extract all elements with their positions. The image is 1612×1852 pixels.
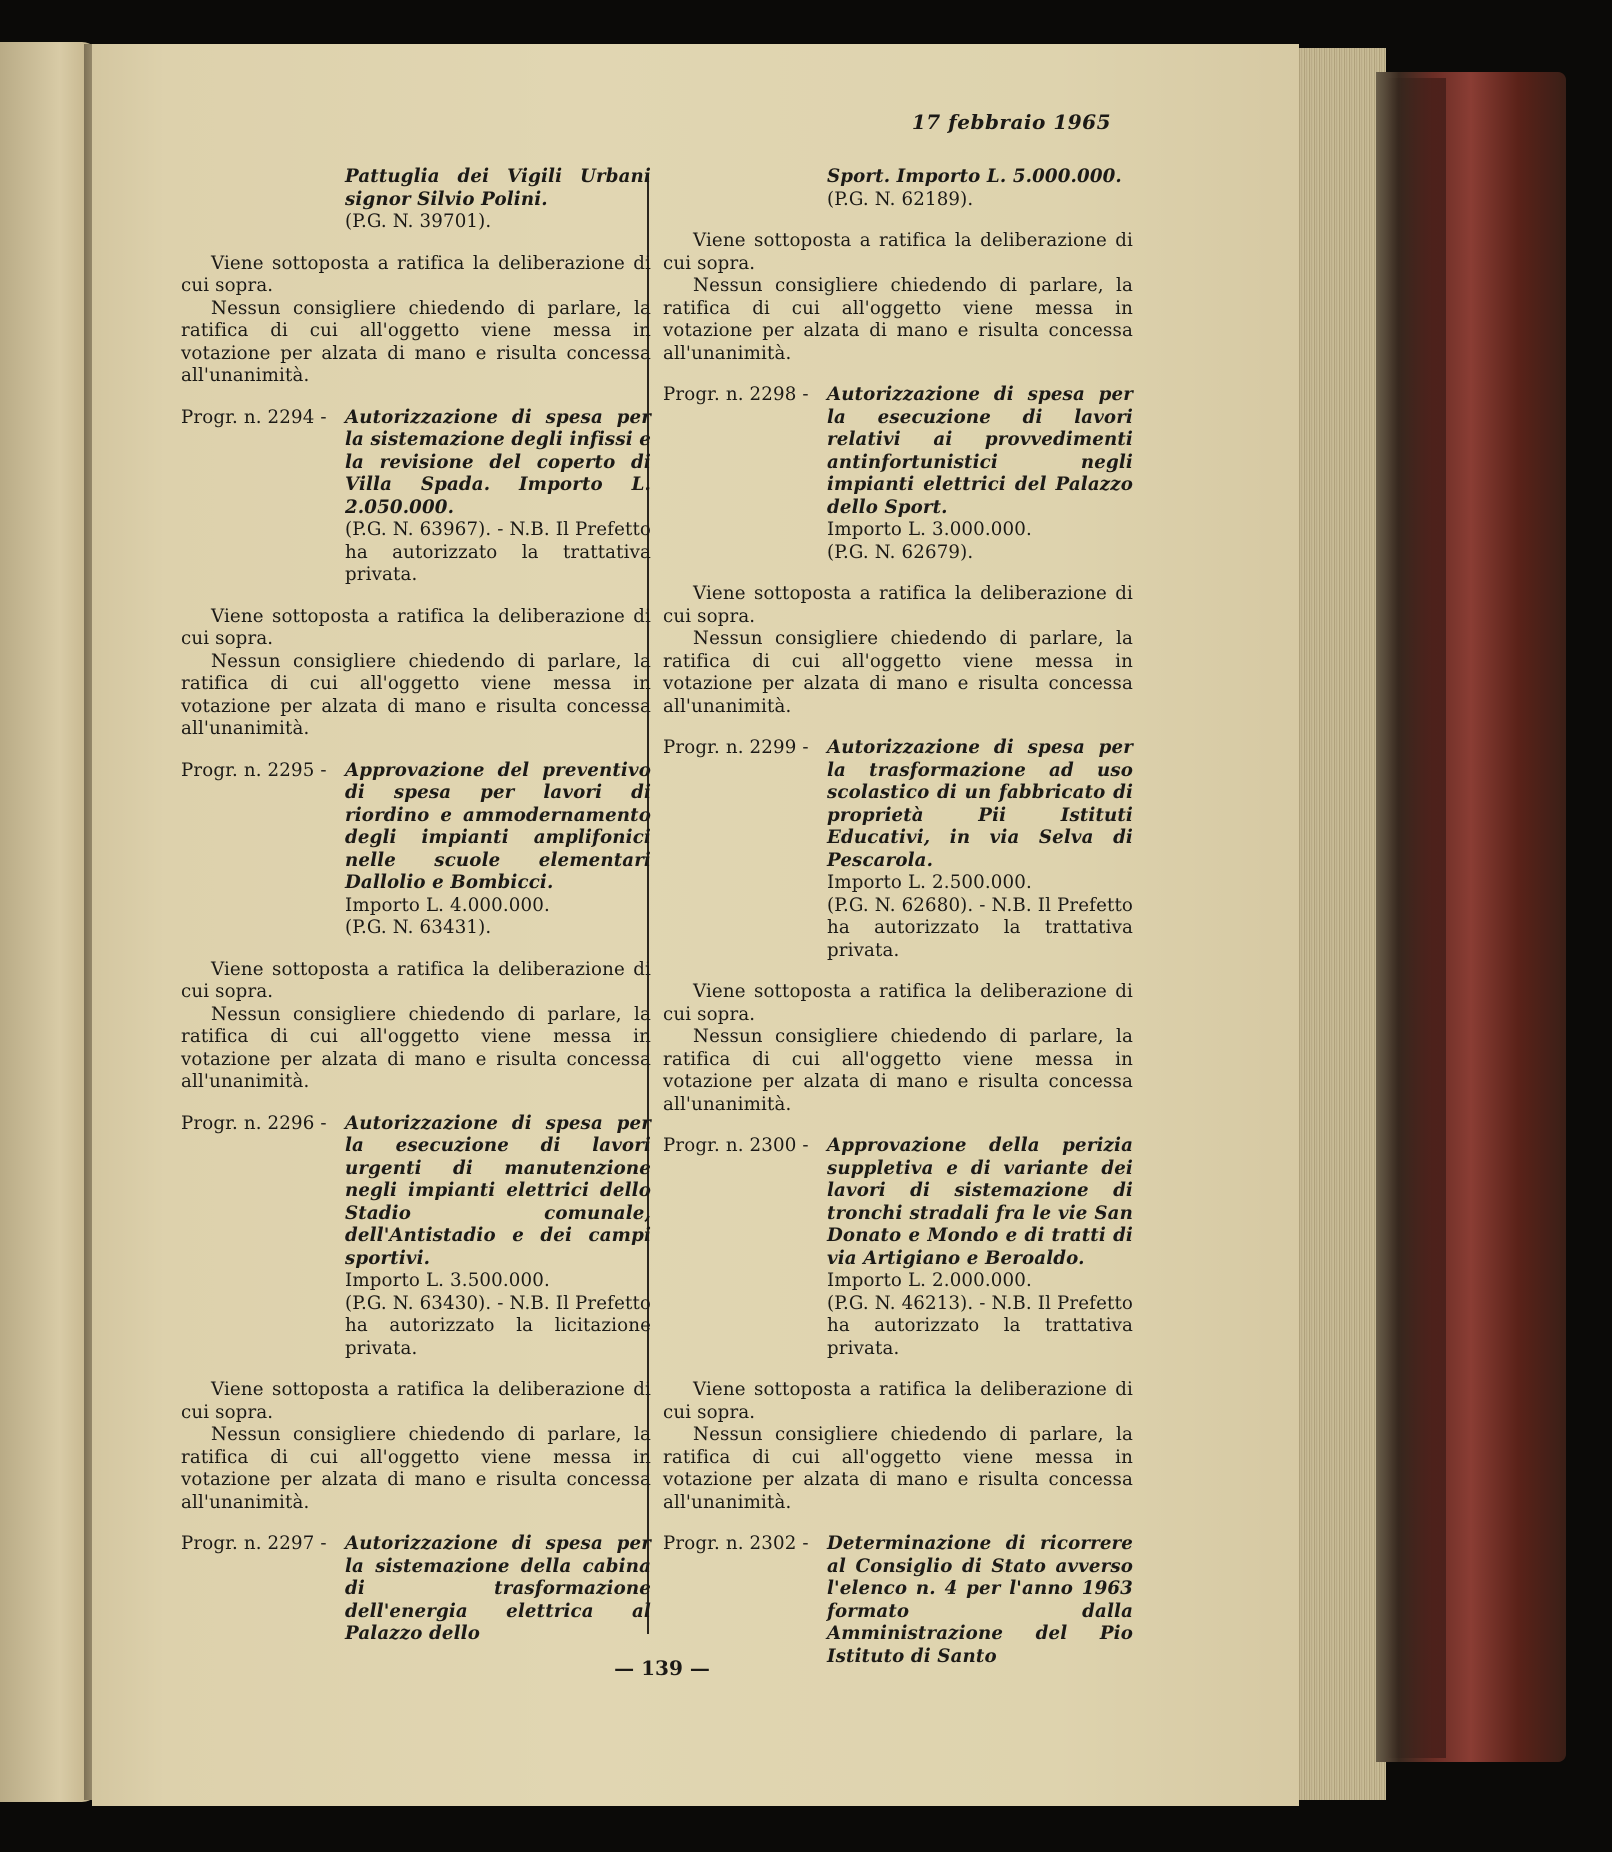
entry-number: Progr. n. 2299 -	[663, 737, 809, 758]
vote-ratifica-line: Viene sottoposta a ratifica la deliberazione di cui sopra.	[663, 1379, 1133, 1423]
entry-2297	[181, 1533, 651, 1646]
vote-ratifica-line: Viene sottoposta a ratifica la deliberazione di cui sopra.	[663, 981, 1133, 1025]
entry-number: Progr. n. 2294 -	[181, 406, 327, 428]
vote-ratifica-line: Viene sottoposta a ratifica la deliberazione di cui sopra.	[663, 583, 1133, 627]
entry-subject: Autorizzazione di spesa per la sistemazione degli infissi e la revisione del coperto di Villa Spada. Importo L. 2.050.000.	[345, 406, 651, 518]
entry-number: Progr. n. 2296 -	[181, 1112, 327, 1134]
vote-result-line: Nessun consigliere chiedendo di parlare, la ratifica di cui all'oggetto viene messa in votazione per alzata di mano e risulta concessa all'unanimità.	[181, 1003, 651, 1092]
page-number: — 139 —	[614, 1656, 710, 1680]
entry-subject: Autorizzazione di spesa per la trasformazione ad uso scolastico di un fabbricato di proprietà Pii Istituti Educativi, in via Selva di Pescarola.	[827, 737, 1133, 871]
entry-protocol: (P.G. N. 63967). - N.B. Il Prefetto ha autorizzato la trattativa privata.	[345, 519, 651, 585]
entry-protocol: (P.G. N. 63430). - N.B. Il Prefetto ha autorizzato la licitazione privata.	[345, 1292, 651, 1359]
vote-result-line: Nessun consigliere chiedendo di parlare, la ratifica di cui all'oggetto viene messa in votazione per alzata di mano e risulta concessa all'unanimità.	[181, 297, 651, 386]
right-column	[663, 166, 1133, 1687]
entry-number: Progr. n. 2300 -	[663, 1135, 809, 1156]
document-page	[92, 44, 1299, 1806]
page-date-header: 17 febbraio 1965	[911, 110, 1111, 134]
entry-subject: Approvazione del preventivo di spesa per lavori di riordino e ammodernamento degli impianti amplifonici nelle scuole elementari Dallolio e Bombicci.	[345, 759, 651, 893]
vote-ratifica-line: Viene sottoposta a ratifica la deliberazione di cui sopra.	[181, 958, 651, 1002]
entry-amount: Importo L. 2.500.000.	[827, 872, 1032, 893]
entry-amount: Importo L. 4.000.000.	[345, 894, 550, 916]
entry-number: Progr. n. 2302 -	[663, 1533, 809, 1554]
entry-amount: Importo L. 3.000.000.	[827, 519, 1032, 540]
vote-paragraph	[663, 1379, 1133, 1514]
vote-result-line: Nessun consigliere chiedendo di parlare, la ratifica di cui all'oggetto viene messa in votazione per alzata di mano e risulta concessa all'unanimità.	[663, 1026, 1133, 1115]
vote-paragraph	[663, 583, 1133, 718]
vote-ratifica-line: Viene sottoposta a ratifica la deliberazione di cui sopra.	[181, 1379, 651, 1423]
entry-amount: Importo L. 2.000.000.	[827, 1270, 1032, 1291]
cover-shadow	[1386, 78, 1446, 1758]
vote-paragraph	[181, 606, 651, 741]
entry-subject: Approvazione della perizia suppletiva e di variante dei lavori di sistemazione di tronchi stradali fra le vie San Donato e Mondo e di tratti di via Artigiano e Beroaldo.	[827, 1135, 1133, 1269]
entry-protocol: (P.G. N. 46213). - N.B. Il Prefetto ha autorizzato la trattativa privata.	[827, 1292, 1133, 1359]
vote-paragraph	[181, 253, 651, 388]
entry-protocol: (P.G. N. 62189).	[827, 188, 974, 210]
vote-ratifica-line: Viene sottoposta a ratifica la deliberazione di cui sopra.	[181, 605, 651, 649]
entry-2298	[663, 384, 1133, 564]
vote-paragraph	[181, 959, 651, 1094]
entry-2299	[663, 737, 1133, 962]
vote-paragraph	[663, 981, 1133, 1116]
continued-entry	[345, 166, 651, 234]
vote-paragraph	[663, 230, 1133, 365]
entry-protocol: (P.G. N. 62680). - N.B. Il Prefetto ha autorizzato la trattativa privata.	[827, 894, 1133, 961]
entry-subject: Autorizzazione di spesa per la sistemazione della cabina di trasformazione dell'energia elettrica al Palazzo dello	[345, 1533, 651, 1644]
entry-subject: Sport. Importo L. 5.000.000.	[827, 166, 1122, 187]
left-column	[181, 166, 651, 1665]
vote-ratifica-line: Viene sottoposta a ratifica la deliberazione di cui sopra.	[181, 252, 651, 296]
entry-protocol: (P.G. N. 39701).	[345, 211, 492, 232]
vote-result-line: Nessun consigliere chiedendo di parlare, la ratifica di cui all'oggetto viene messa in votazione per alzata di mano e risulta concessa all'unanimità.	[663, 628, 1133, 717]
continued-entry	[827, 166, 1133, 211]
entry-number: Progr. n. 2297 -	[181, 1533, 327, 1554]
entry-number: Progr. n. 2295 -	[181, 759, 327, 781]
entry-2302	[663, 1533, 1133, 1668]
entry-subject: Autorizzazione di spesa per la esecuzione di lavori urgenti di manutenzione negli impianti elettrici dello Stadio comunale, dell'Antistadio e dei campi sportivi.	[345, 1112, 651, 1269]
entry-2294	[181, 407, 651, 587]
vote-result-line: Nessun consigliere chiedendo di parlare, la ratifica di cui all'oggetto viene messa in votazione per alzata di mano e risulta concessa all'unanimità.	[663, 275, 1133, 364]
entry-subject: Determinazione di ricorrere al Consiglio di Stato avverso l'elenco n. 4 per l'anno 1963 formato dalla Amministrazione del Pio Istituto di Santo	[827, 1533, 1133, 1667]
entry-2296	[181, 1113, 651, 1361]
entry-protocol: (P.G. N. 63431).	[345, 917, 492, 938]
entry-2300	[663, 1135, 1133, 1360]
vote-result-line: Nessun consigliere chiedendo di parlare, la ratifica di cui all'oggetto viene messa in votazione per alzata di mano e risulta concessa all'unanimità.	[181, 650, 651, 739]
vote-result-line: Nessun consigliere chiedendo di parlare, la ratifica di cui all'oggetto viene messa in votazione per alzata di mano e risulta concessa all'unanimità.	[181, 1424, 651, 1513]
entry-subject: Pattuglia dei Vigili Urbani signor Silvio Polini.	[345, 166, 651, 210]
vote-paragraph	[181, 1379, 651, 1514]
page-edges	[1290, 48, 1386, 1800]
entry-2295	[181, 760, 651, 940]
vote-ratifica-line: Viene sottoposta a ratifica la deliberazione di cui sopra.	[663, 230, 1133, 274]
entry-protocol: (P.G. N. 62679).	[827, 541, 974, 563]
vote-result-line: Nessun consigliere chiedendo di parlare, la ratifica di cui all'oggetto viene messa in votazione per alzata di mano e risulta concessa all'unanimità.	[663, 1424, 1133, 1513]
entry-amount: Importo L. 3.500.000.	[345, 1270, 550, 1291]
entry-number: Progr. n. 2298 -	[663, 384, 809, 405]
entry-subject: Autorizzazione di spesa per la esecuzione di lavori relativi ai provvedimenti antinfortunistici negli impianti elettrici del Palazzo dello Sport.	[827, 384, 1133, 518]
